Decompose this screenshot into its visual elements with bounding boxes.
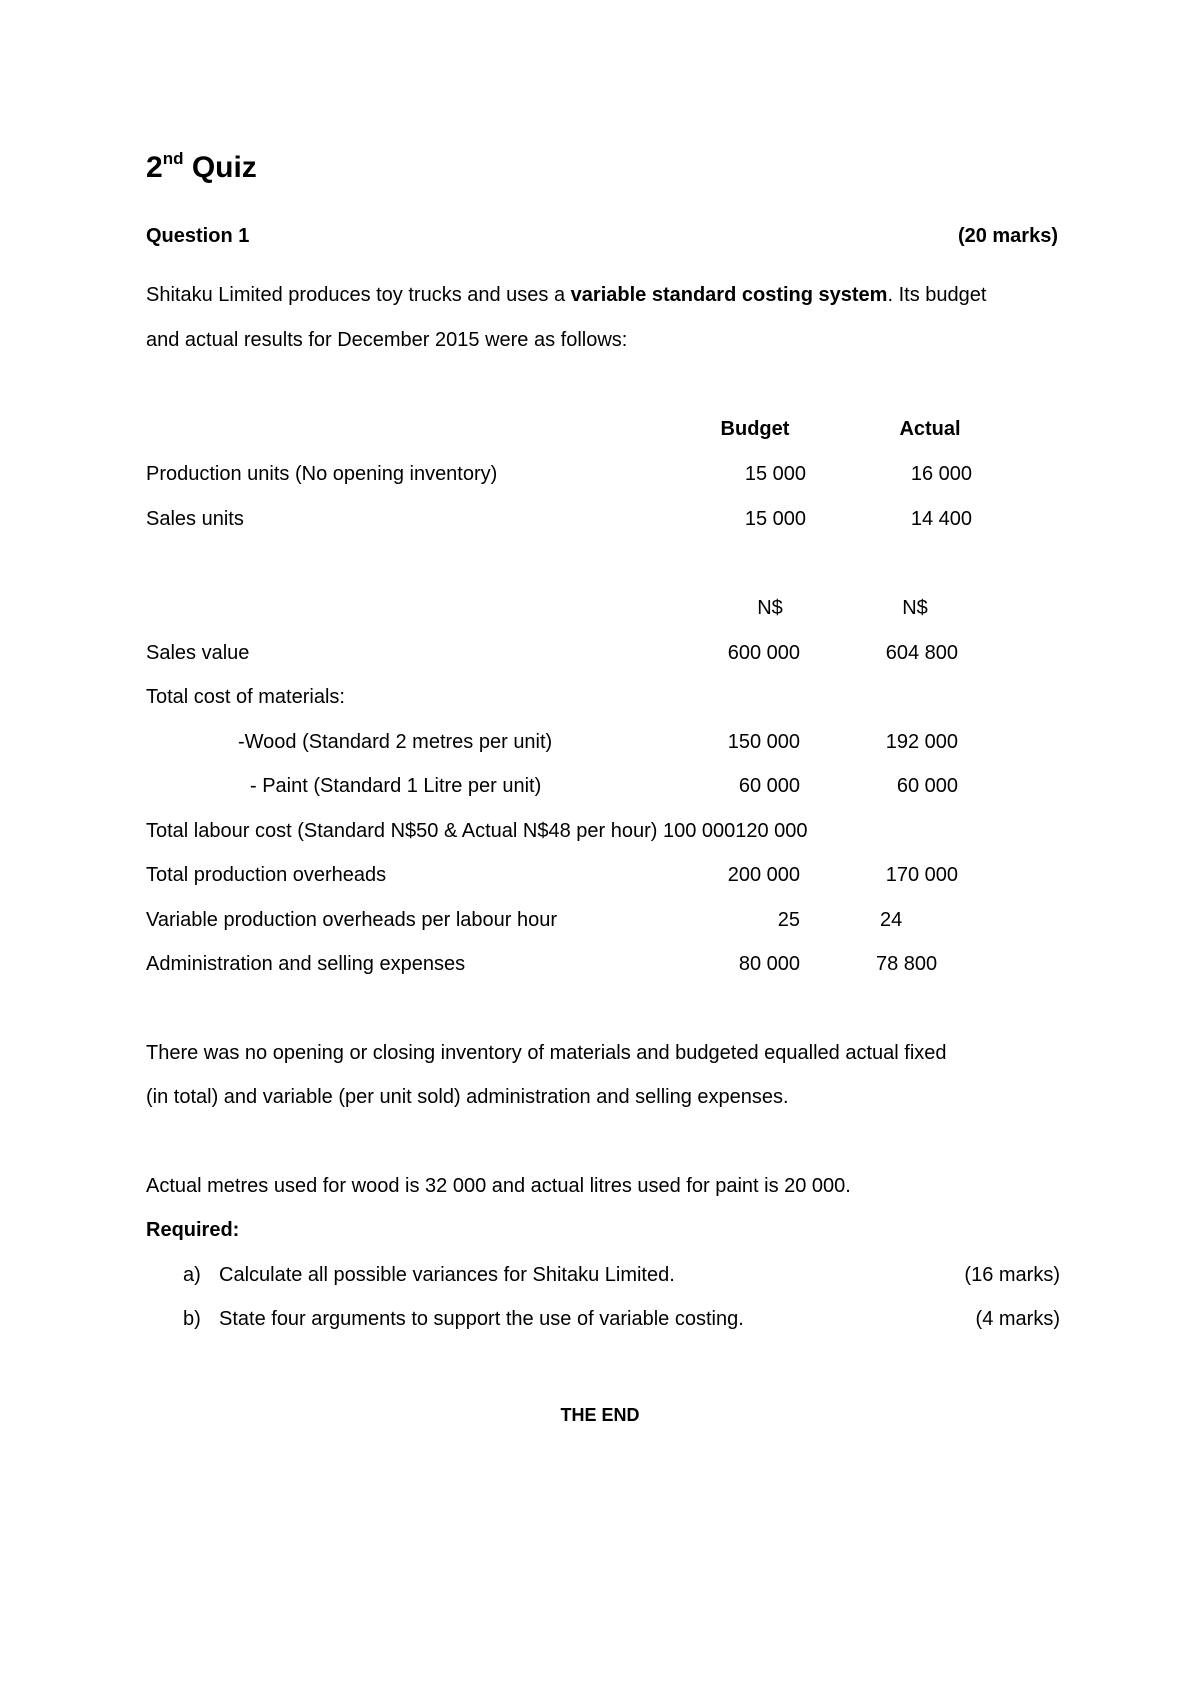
row-budget: 15 000 <box>744 508 806 530</box>
row-label: Sales value <box>146 642 250 664</box>
required-item-marker: b) <box>183 1308 201 1330</box>
row-label: Variable production overheads per labour hour <box>146 909 558 931</box>
row-actual: 14 400 <box>910 508 972 530</box>
currency-budget: N$ <box>757 597 783 619</box>
intro-bold-term: variable standard costing system <box>570 284 888 306</box>
row-budget: 600 000 <box>727 642 800 664</box>
row-label: Production units (No opening inventory) <box>146 463 498 485</box>
required-item-text: State four arguments to support the use of variable costing. <box>219 1308 744 1330</box>
row-budget: 150 000 <box>727 731 800 753</box>
row-actual: 24 <box>880 909 903 931</box>
row-budget: 200 000 <box>727 864 800 886</box>
required-label: Required: <box>146 1219 240 1241</box>
required-item-marker: a) <box>183 1264 201 1286</box>
question-marks: (20 marks) <box>957 225 1058 247</box>
intro-text-start: Shitaku Limited produces toy trucks and uses a <box>146 284 571 306</box>
row-actual: 60 000 <box>896 775 958 797</box>
row-label: Administration and selling expenses <box>146 953 466 975</box>
intro-line-1 <box>146 283 986 307</box>
row-actual: 78 800 <box>876 953 938 975</box>
question-label: Question 1 <box>146 225 250 247</box>
row-label: -Wood (Standard 2 metres per unit) <box>238 731 553 753</box>
required-item-marks: (16 marks) <box>964 1264 1060 1286</box>
note-line-1: There was no opening or closing inventory of materials and budgeted equalled actual fixed <box>146 1042 947 1064</box>
row-actual: 16 000 <box>910 463 972 485</box>
required-item-text: Calculate all possible variances for Shitaku Limited. <box>219 1264 675 1286</box>
row-budget: 60 000 <box>738 775 800 797</box>
header-actual: Actual <box>899 418 961 440</box>
row-label: Sales units <box>146 508 244 530</box>
row-label: Total labour cost (Standard N$50 & Actual N$48 per hour) 100 000120 000 <box>146 820 808 842</box>
row-actual: 192 000 <box>885 731 958 753</box>
page-title <box>146 150 257 186</box>
intro-text-end: . Its budget <box>887 284 987 306</box>
row-label: - Paint (Standard 1 Litre per unit) <box>250 775 542 797</box>
currency-actual: N$ <box>902 597 928 619</box>
row-budget: 25 <box>777 909 800 931</box>
row-actual: 604 800 <box>885 642 958 664</box>
header-budget: Budget <box>720 418 790 440</box>
title-number: 2 <box>146 151 163 184</box>
intro-line-2: and actual results for December 2015 were as follows: <box>146 329 628 351</box>
title-word: Quiz <box>191 151 257 184</box>
row-actual: 170 000 <box>885 864 958 886</box>
note-line-3: Actual metres used for wood is 32 000 and actual litres used for paint is 20 000. <box>146 1175 851 1197</box>
row-label: Total cost of materials: <box>146 686 345 708</box>
required-item-marks: (4 marks) <box>975 1308 1060 1330</box>
row-budget: 15 000 <box>744 463 806 485</box>
title-ordinal-suffix: nd <box>162 149 184 168</box>
note-line-2: (in total) and variable (per unit sold) administration and selling expenses. <box>146 1086 789 1108</box>
row-budget: 80 000 <box>738 953 800 975</box>
row-label: Total production overheads <box>146 864 387 886</box>
end-marker: THE END <box>560 1405 640 1425</box>
